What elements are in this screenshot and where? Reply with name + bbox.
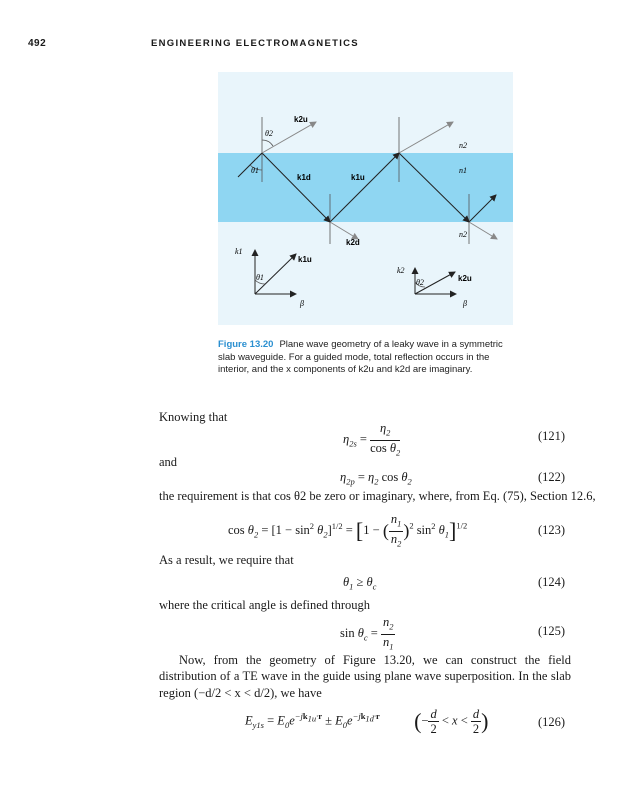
caption-text: Plane wave geometry of a leaky wave in a symmetric slab waveguide. For a guided mode, total reflection occurs in the interior, and the x components of k2u and k2d are imaginary. — [218, 339, 503, 375]
label-k2d: k2d — [346, 238, 360, 247]
equation-126-number: (126) — [538, 715, 566, 729]
label-n2-bottom: n2 — [459, 230, 467, 239]
page-number: 492 — [28, 38, 47, 49]
label-k2u-small: k2u — [458, 274, 472, 283]
equation-126-expr: $E_{y1s} = E_0e^{-jk_{1u}\cdot r} \pm E_0e^{-jk_{1d}\cdot r}$ (− $\frac{d}{2}$ < x < $\frac{d}{2}$ ) — [245, 707, 489, 736]
label-n1: n1 — [459, 166, 467, 175]
figure-slab-waveguide — [218, 72, 513, 325]
equation-121-expr: $\eta_{2s}$ = $\frac{\eta_2}{\cos \theta_2}$ — [343, 421, 401, 457]
figure-caption — [218, 339, 518, 377]
equation-123-expr: $\cos \theta_2 = [1 - \sin^2 \theta_2]^{1/2} = [1$ − ( $\frac{n_1}{n_2}$ )$^2$ $\sin^2 \theta_1]^{1/2}$ — [228, 512, 468, 548]
equation-124-expr: $\theta_1 \ge \theta_c$ — [343, 575, 377, 592]
label-beta-right: β — [463, 299, 467, 308]
label-n2-top: n2 — [459, 141, 467, 150]
equation-121-number: (121) — [538, 429, 566, 443]
text-as-a-result: As a result, we require that — [159, 553, 294, 567]
label-theta2-top: θ2 — [265, 129, 273, 138]
label-k2u-top: k2u — [294, 115, 308, 124]
label-k1d: k1d — [297, 173, 311, 182]
label-k2-axis: k2 — [397, 266, 405, 275]
label-beta-left: β — [300, 299, 304, 308]
text-and: and — [159, 455, 178, 469]
label-theta2-small: θ2 — [416, 278, 424, 287]
equation-123-number: (123) — [538, 523, 566, 537]
running-title: ENGINEERING ELECTROMAGNETICS — [151, 38, 359, 49]
equation-124-number: (124) — [538, 575, 566, 589]
text-knowing-that: Knowing that — [159, 410, 228, 424]
label-k1u: k1u — [351, 173, 365, 182]
label-theta1-top: θ1 — [251, 166, 259, 175]
equation-122-expr: $\eta_{2p} = \eta_2$ $\cos \theta_2$ — [340, 470, 412, 487]
equation-122-number: (122) — [538, 470, 566, 484]
equation-125-expr: $\sin \theta_c$ = $\frac{n_2}{n_1}$ — [340, 615, 394, 651]
label-theta1-small: θ1 — [256, 273, 264, 282]
caption-label: Figure 13.20 — [218, 339, 274, 350]
label-k1u-small: k1u — [298, 255, 312, 264]
text-critical-angle: where the critical angle is defined through — [159, 598, 371, 612]
label-k1-axis: k1 — [235, 247, 243, 256]
paragraph-field-distribution: Now, from the geometry of Figure 13.20, we can construct the field distribution of a TE wave in the guide using plane wave superposition. In the slab region (−d/2 < x < d/2), we have — [159, 653, 571, 700]
text-requirement: the requirement is that cos θ2 be zero or imaginary, where, from Eq. (75), Section 12.6, — [159, 489, 596, 503]
equation-125-number: (125) — [538, 624, 566, 638]
